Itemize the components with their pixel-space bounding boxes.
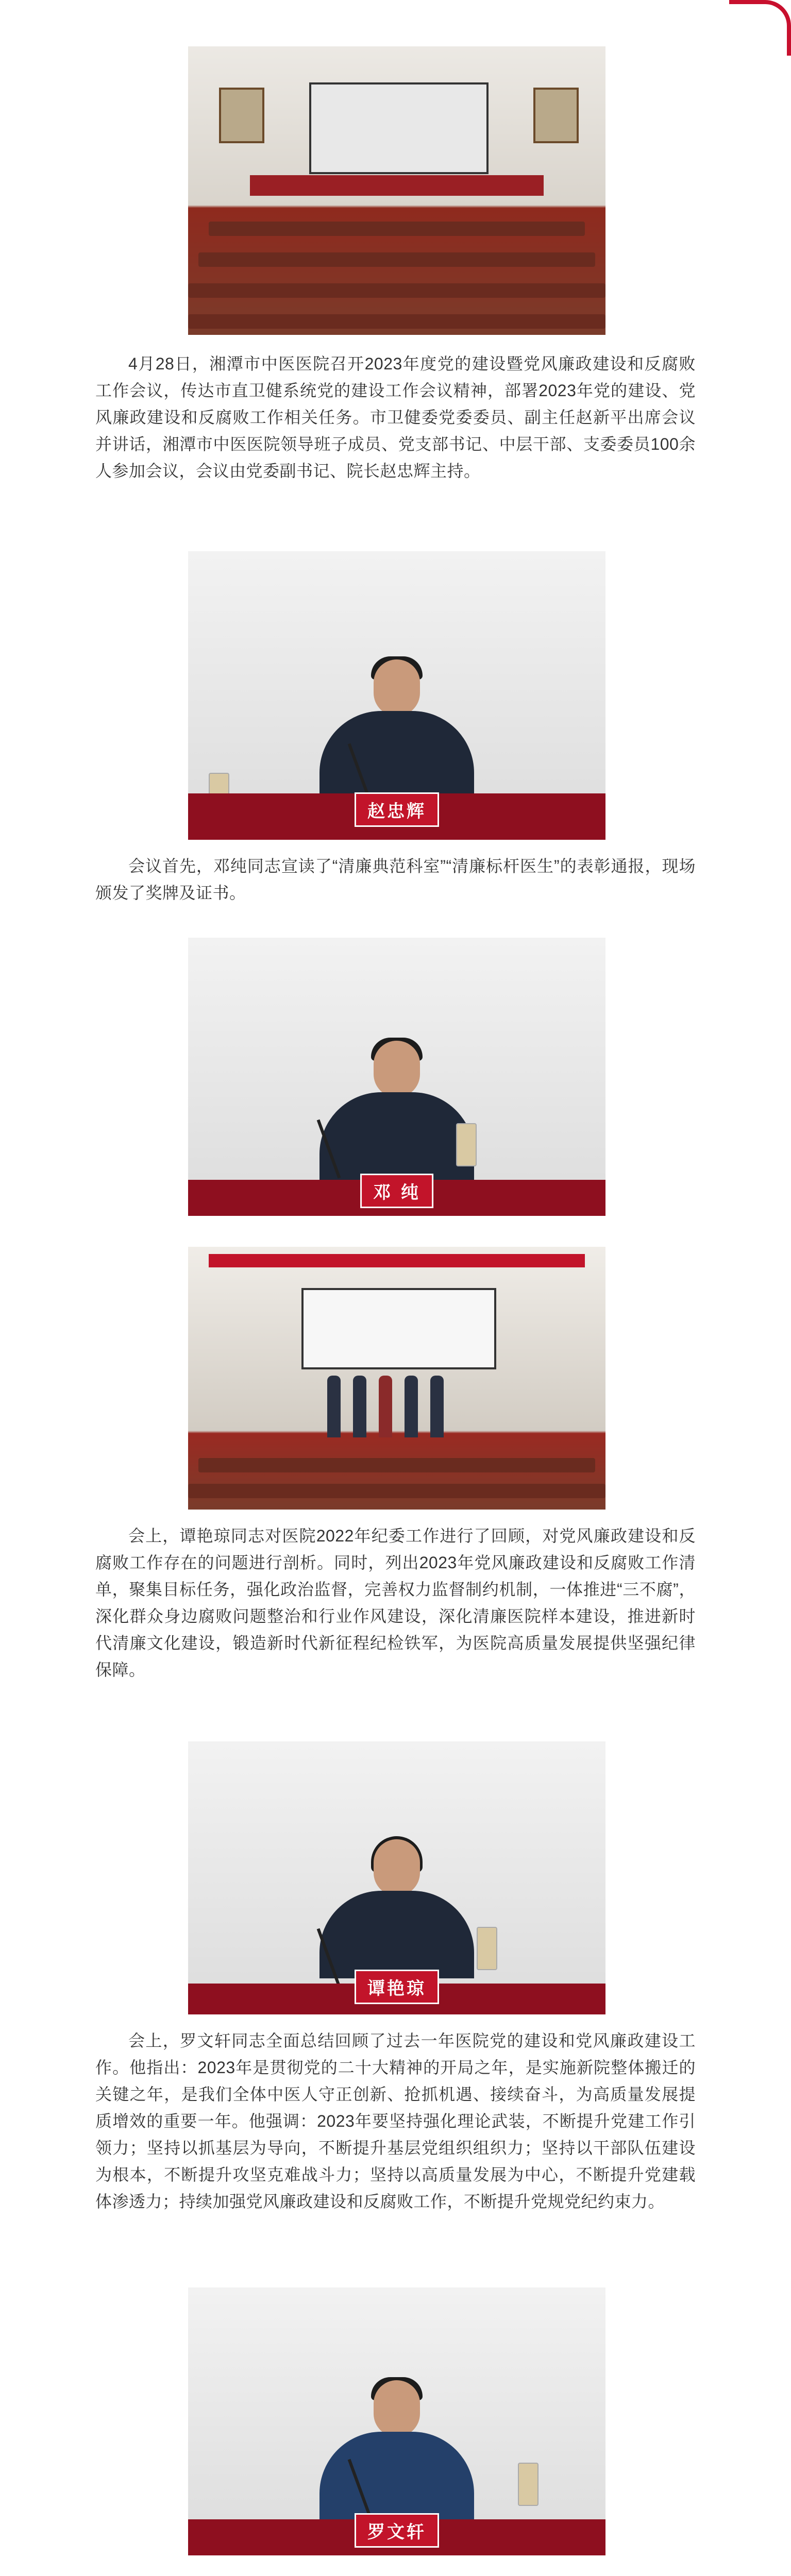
nameplate: 谭艳琼 xyxy=(355,1970,439,2004)
paragraph-3: 会上，谭艳琼同志对医院2022年纪委工作进行了回顾，对党风廉政建设和反腐败工作存在的问题进行剖析。同时，列出2023年党风廉政建设和反腐败工作清单，聚集目标任务，强化政治监督，完善权力监督制约机制，一体推进“三不腐”，深化群众身边腐败问题整治和行业作风建设，深化清廉医院样本建设，推进新时代清廉文化建设，锻造新时代新征程纪检铁军，为医院高质量发展提供坚强纪律保障。 xyxy=(95,1527,696,1679)
award-ceremony-photo xyxy=(188,1247,605,1510)
paragraph-4: 会上，罗文轩同志全面总结回顾了过去一年医院党的建设和党风廉政建设工作。他指出：2023年是贯彻党的二十大精神的开局之年，是实施新院整体搬迁的关键之年，是我们全体中医人守正创新、抢抓机遇、接续奋斗，为高质量发展提质增效的重要一年。他强调：2023年要坚持强化理论武装，不断提升党建工作引领力；坚持以抓基层为导向，不断提升基层党组织组织力；坚持以干部队伍建设为根本，不断提升攻坚克难战斗力；坚持以高质量发展为中心，不断提升党建载体渗透力；持续加强党风廉政建设和反腐败工作，不断提升党规党纪约束力。 xyxy=(95,2031,696,2211)
nameplate: 邓 纯 xyxy=(360,1174,433,1208)
nameplate: 罗文轩 xyxy=(355,2513,439,2548)
nameplate: 赵忠辉 xyxy=(355,792,439,827)
speaker-photo-zhao-zhonghui xyxy=(188,551,605,840)
paragraph-1: 4月28日，湘潭市中医医院召开2023年度党的建设暨党风廉政建设和反腐败工作会议，传达市直卫健系统党的建设工作会议精神，部署2023年党的建设、党风廉政建设和反腐败工作相关任务。市卫健委党委委员、副主任赵新平出席会议并讲话，湘潭市中医医院领导班子成员、党支部书记、中层干部、支委委员100余人参加会议，会议由党委副书记、院长赵忠辉主持。 xyxy=(95,354,696,480)
paragraph-5 xyxy=(95,2573,696,2576)
paragraph-2: 会议首先，邓纯同志宣读了“清廉典范科室”“清廉标杆医生”的表彰通报，现场颁发了奖牌及证书。 xyxy=(95,857,696,902)
speaker-photo-tan-yanqiong xyxy=(188,1741,605,2014)
meeting-hall-photo xyxy=(188,46,605,335)
stage-banner xyxy=(209,1254,585,1267)
corner-decoration xyxy=(729,0,791,41)
speaker-photo-luo-wenxuan xyxy=(188,2287,605,2555)
speaker-photo-deng-chun xyxy=(188,938,605,1216)
